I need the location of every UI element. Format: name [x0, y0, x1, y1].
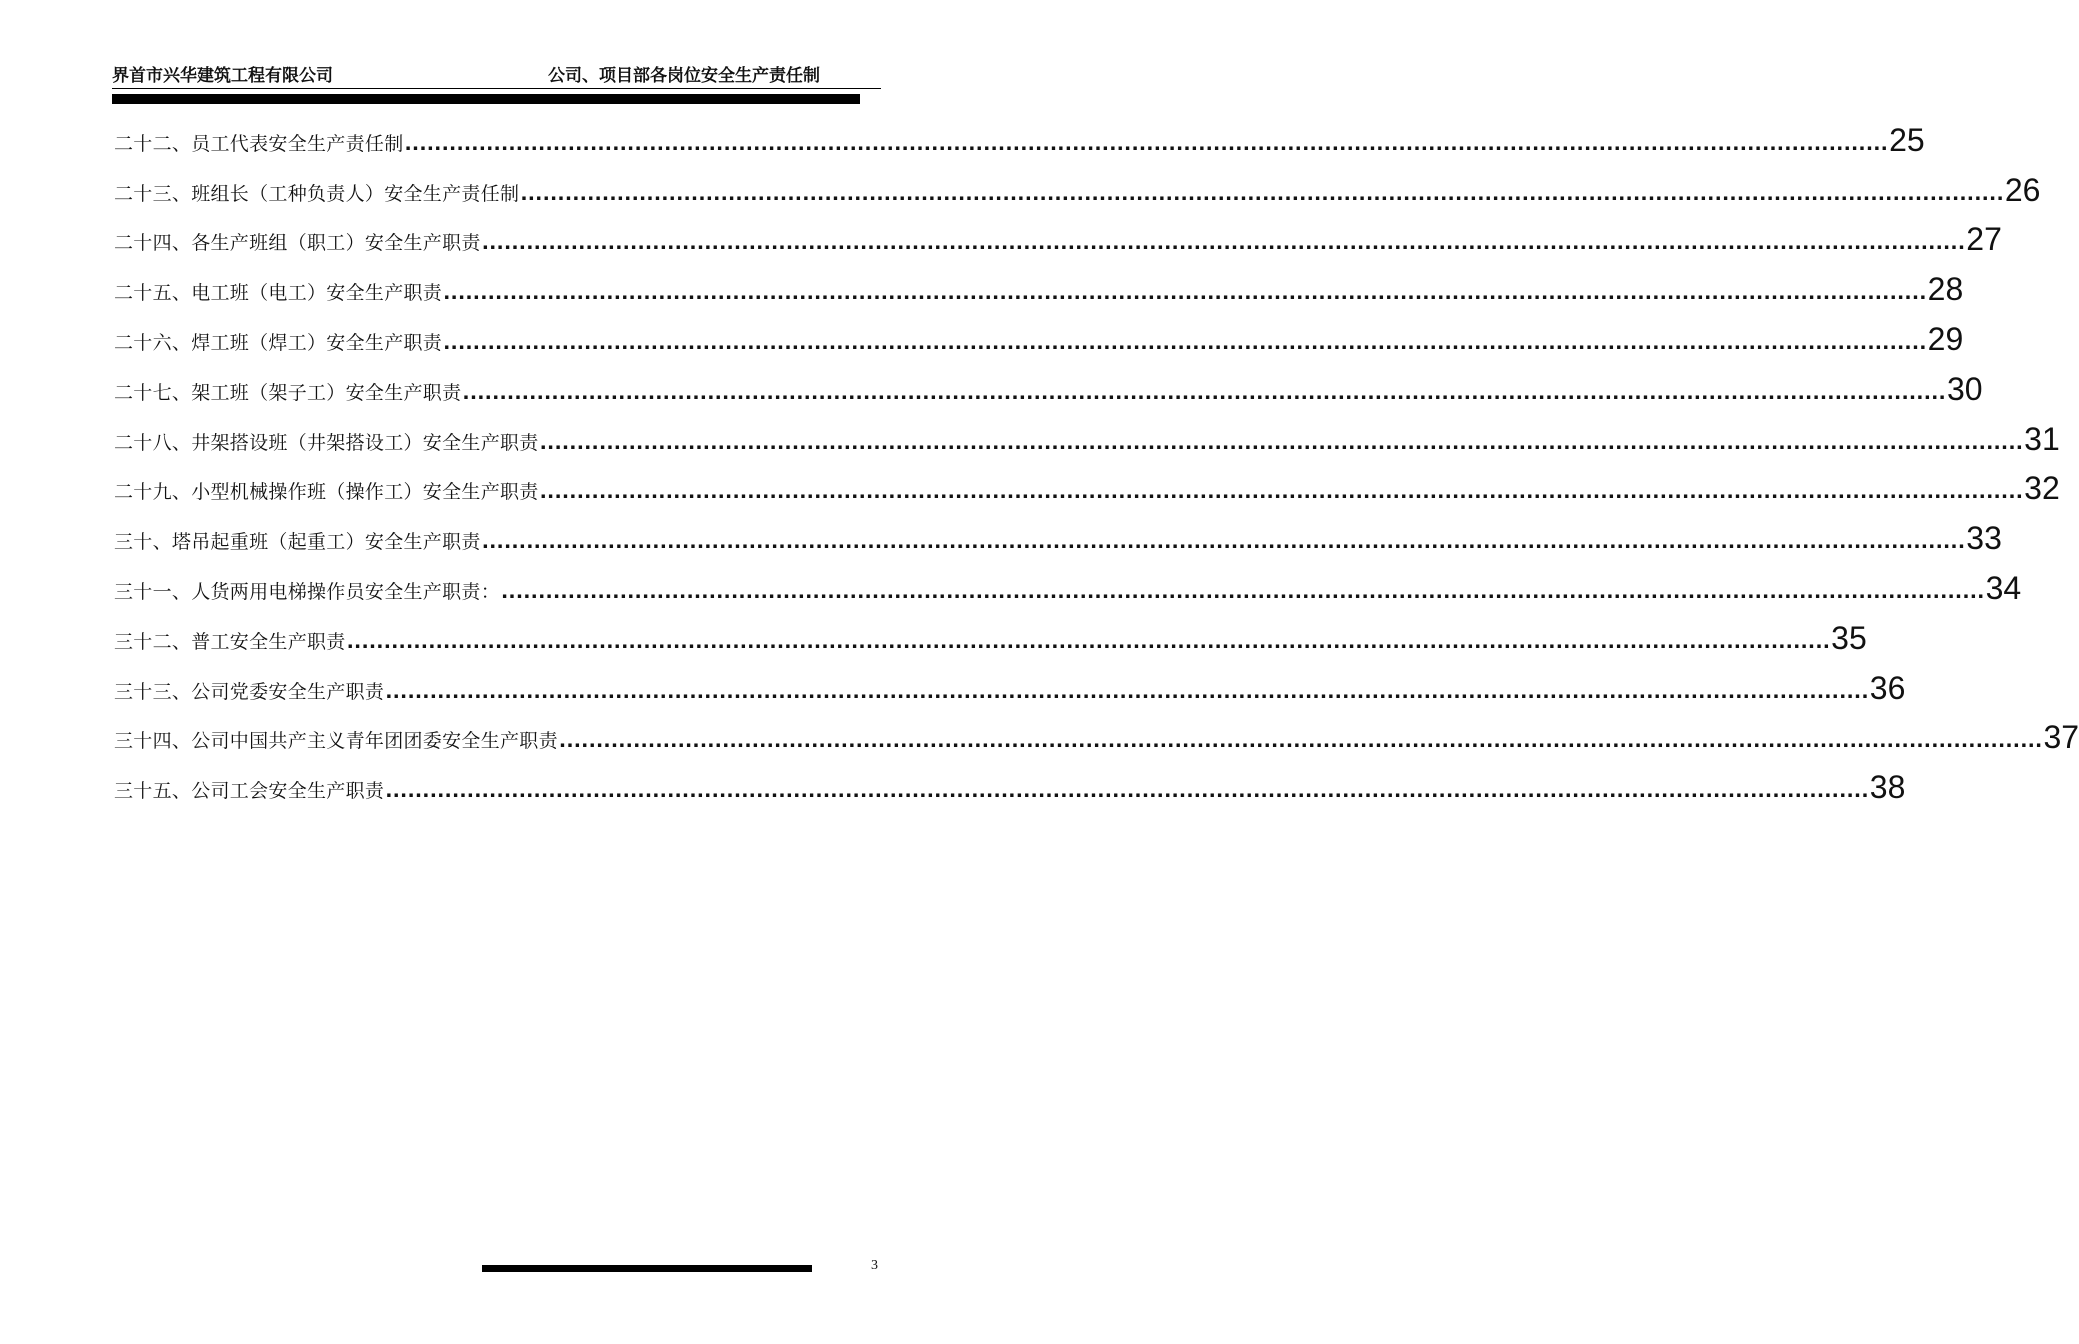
toc-dot-leader: ........................................................................................................................................................................................................ [501, 580, 1985, 603]
toc-entry[interactable] [114, 609, 1867, 659]
toc-entry[interactable] [114, 360, 1983, 410]
toc-dot-leader: ........................................................................................................................................................................................................ [481, 232, 1966, 255]
toc-entry[interactable] [114, 310, 1964, 360]
footer-rule [482, 1265, 812, 1272]
header-thick-rule [112, 94, 860, 104]
table-of-contents [114, 111, 2079, 808]
header-thin-rule [112, 88, 881, 89]
toc-entry[interactable] [114, 410, 2060, 460]
toc-dot-leader: ........................................................................................................................................................................................................ [539, 481, 2024, 504]
toc-entry-page-number: 37 [2043, 719, 2079, 756]
toc-entry-page-number: 25 [1889, 121, 1925, 158]
toc-entry-title: 三十四、公司中国共产主义青年团团委安全生产职责 [114, 730, 558, 753]
toc-dot-leader: ........................................................................................................................................................................................................ [385, 780, 1869, 803]
toc-dot-leader: ........................................................................................................................................................................................................ [385, 680, 1869, 703]
toc-entry[interactable] [114, 509, 2002, 559]
toc-entry-page-number: 34 [1985, 569, 2022, 606]
document-title: 公司、项目部各岗位安全生产责任制 [548, 66, 820, 86]
toc-entry-page-number: 28 [1927, 271, 1964, 308]
toc-dot-leader: ........................................................................................................................................................................................................ [462, 381, 1946, 404]
toc-entry[interactable] [114, 758, 1906, 808]
toc-entry-title: 三十五、公司工会安全生产职责 [114, 780, 385, 803]
toc-entry[interactable] [114, 559, 2022, 609]
toc-entry-page-number: 36 [1869, 669, 1906, 706]
toc-entry-title: 三十、塔吊起重班（起重工）安全生产职责 [114, 531, 481, 554]
toc-entry-page-number: 26 [2004, 171, 2041, 208]
toc-dot-leader: ........................................................................................................................................................................................................ [443, 331, 1927, 354]
toc-entry-title: 二十八、井架搭设班（井架搭设工）安全生产职责 [114, 431, 539, 454]
toc-dot-leader: ........................................................................................................................................................................................................ [346, 630, 1831, 653]
toc-dot-leader: ........................................................................................................................................................................................................ [404, 132, 1889, 155]
toc-dot-leader: ........................................................................................................................................................................................................ [539, 431, 2024, 454]
toc-dot-leader: ........................................................................................................................................................................................................ [481, 531, 1966, 554]
toc-entry-page-number: 38 [1869, 769, 1906, 806]
toc-entry[interactable] [114, 211, 2002, 261]
toc-entry-page-number: 30 [1946, 370, 1983, 407]
toc-entry-title: 二十六、焊工班（焊工）安全生产职责 [114, 331, 443, 354]
toc-entry-page-number: 35 [1831, 619, 1867, 656]
toc-entry[interactable] [114, 111, 1925, 161]
toc-entry-title: 三十三、公司党委安全生产职责 [114, 680, 385, 703]
toc-entry-page-number: 32 [2024, 470, 2060, 507]
page-header [112, 64, 820, 88]
toc-dot-leader: ........................................................................................................................................................................................................ [558, 730, 2043, 753]
toc-entry-page-number: 31 [2024, 420, 2060, 457]
toc-entry-title: 二十七、架工班（架子工）安全生产职责 [114, 381, 462, 404]
toc-entry-page-number: 29 [1927, 320, 1964, 357]
toc-entry[interactable] [114, 260, 1964, 310]
toc-entry[interactable] [114, 460, 2060, 510]
page-number: 3 [871, 1258, 878, 1273]
toc-entry-page-number: 33 [1966, 520, 2002, 557]
toc-entry-title: 二十二、员工代表安全生产责任制 [114, 132, 404, 155]
toc-entry[interactable] [114, 709, 2079, 759]
toc-entry-title: 三十二、普工安全生产职责 [114, 630, 346, 653]
toc-entry[interactable] [114, 161, 2041, 211]
toc-entry-page-number: 27 [1966, 221, 2002, 258]
toc-entry[interactable] [114, 659, 1906, 709]
toc-dot-leader: ........................................................................................................................................................................................................ [443, 282, 1927, 305]
toc-entry-title: 二十三、班组长（工种负责人）安全生产责任制 [114, 182, 520, 205]
toc-entry-title: 三十一、人货两用电梯操作员安全生产职责： [114, 580, 501, 603]
toc-dot-leader: ........................................................................................................................................................................................................ [520, 182, 2004, 205]
company-name: 界首市兴华建筑工程有限公司 [112, 66, 333, 86]
toc-entry-title: 二十九、小型机械操作班（操作工）安全生产职责 [114, 481, 539, 504]
toc-entry-title: 二十四、各生产班组（职工）安全生产职责 [114, 232, 481, 255]
toc-entry-title: 二十五、电工班（电工）安全生产职责 [114, 282, 443, 305]
